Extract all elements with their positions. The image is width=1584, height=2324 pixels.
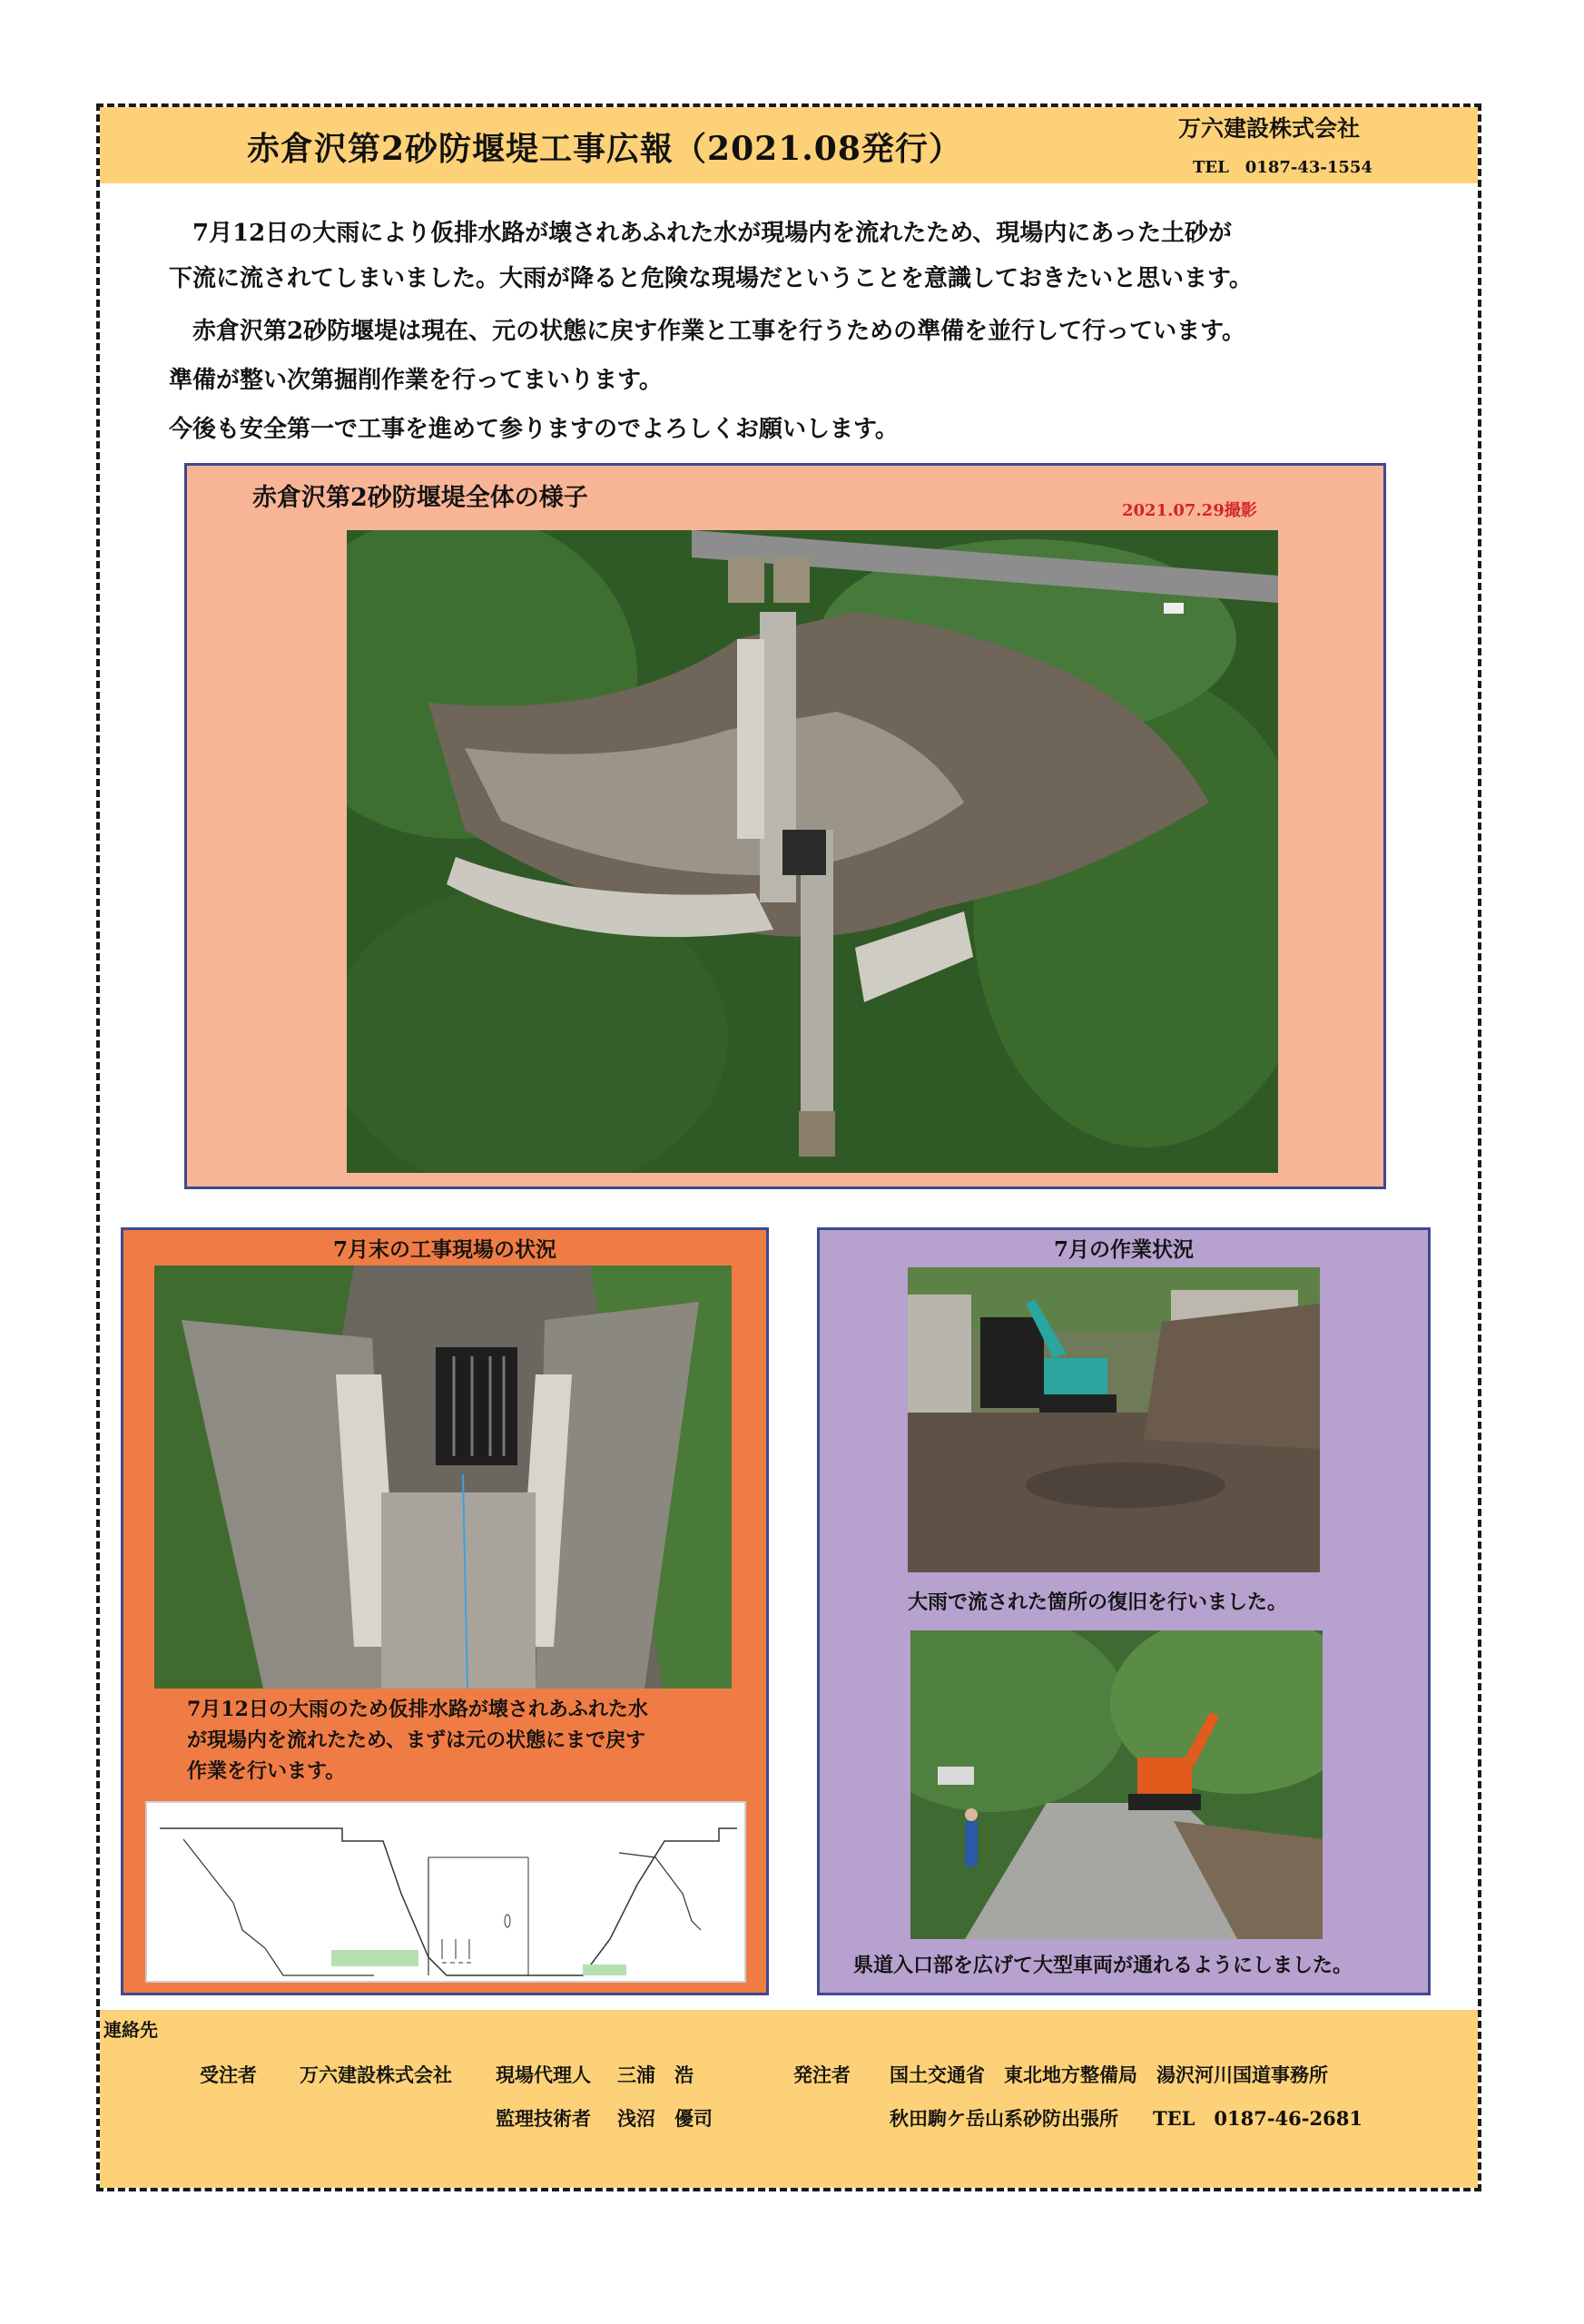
client-office: 秋田駒ケ岳山系砂防出張所 <box>890 2107 1118 2130</box>
page-title: 赤倉沢第2砂防堰堤工事広報（2021.08発行） <box>247 130 962 168</box>
intro-line: 7月12日の大雨により仮排水路が壊されあふれた水が現場内を流れたため、現場内にあった土砂が <box>169 220 1232 247</box>
late-july-title: 7月末の工事現場の状況 <box>332 1237 556 1262</box>
late-july-caption-line: が現場内を流れたため、まずは元の状態にまで戻す <box>187 1728 646 1752</box>
client-label: 発注者 <box>793 2063 851 2086</box>
main-photo-title: 赤倉沢第2砂防堰堤全体の様子 <box>252 484 588 512</box>
late-july-caption-line: 7月12日の大雨のため仮排水路が壊されあふれた水 <box>187 1698 648 1721</box>
aerial-photo-image <box>347 530 1278 1173</box>
late-july-photo-image <box>154 1265 732 1689</box>
engineer-label: 監理技術者 <box>496 2107 591 2130</box>
excavator-photo-1-image <box>908 1267 1320 1572</box>
intro-line: 下流に流されてしまいました。大雨が降ると危険な現場だということを意識しておきたいと思います。 <box>169 265 1253 292</box>
july-work-title: 7月の作業状況 <box>1053 1237 1194 1262</box>
aerial-photo <box>347 530 1278 1173</box>
cross-section-diagram <box>145 1801 746 1983</box>
company-tel: TEL 0187-43-1554 <box>1193 158 1372 177</box>
excavator-photo-1 <box>908 1267 1320 1572</box>
july-work-caption-2: 県道入口部を広げて大型車両が通れるようにしました。 <box>853 1954 1353 1977</box>
contact-footer <box>100 2010 1478 2188</box>
client-tel: TEL 0187-46-2681 <box>1153 2107 1363 2130</box>
contact-label: 連絡先 <box>103 2019 158 2041</box>
late-july-caption-line: 作業を行います。 <box>187 1759 346 1783</box>
intro-line: 準備が整い次第掘削作業を行ってまいります。 <box>169 367 663 394</box>
photo-date: 2021.07.29撮影 <box>1122 501 1257 520</box>
contractor-name: 万六建設株式会社 <box>300 2063 452 2086</box>
contractor-label: 受注者 <box>200 2063 257 2086</box>
july-work-caption-1: 大雨で流された箇所の復旧を行いました。 <box>908 1590 1288 1614</box>
excavator-photo-2 <box>910 1630 1323 1939</box>
agent-name: 三浦 浩 <box>617 2063 694 2086</box>
engineer-name: 浅沼 優司 <box>617 2107 713 2130</box>
late-july-photo <box>154 1265 732 1689</box>
excavator-photo-2-image <box>910 1630 1323 1939</box>
client-name: 国土交通省 東北地方整備局 湯沢河川国道事務所 <box>890 2063 1328 2086</box>
agent-label: 現場代理人 <box>496 2063 591 2086</box>
intro-line: 赤倉沢第2砂防堰堤は現在、元の状態に戻す作業と工事を行うための準備を並行して行っています。 <box>169 318 1246 345</box>
cross-section-drawing <box>147 1803 746 1983</box>
company-name: 万六建設株式会社 <box>1178 115 1361 142</box>
intro-line: 今後も安全第一で工事を進めて参りますのでよろしくお願いします。 <box>169 416 899 443</box>
